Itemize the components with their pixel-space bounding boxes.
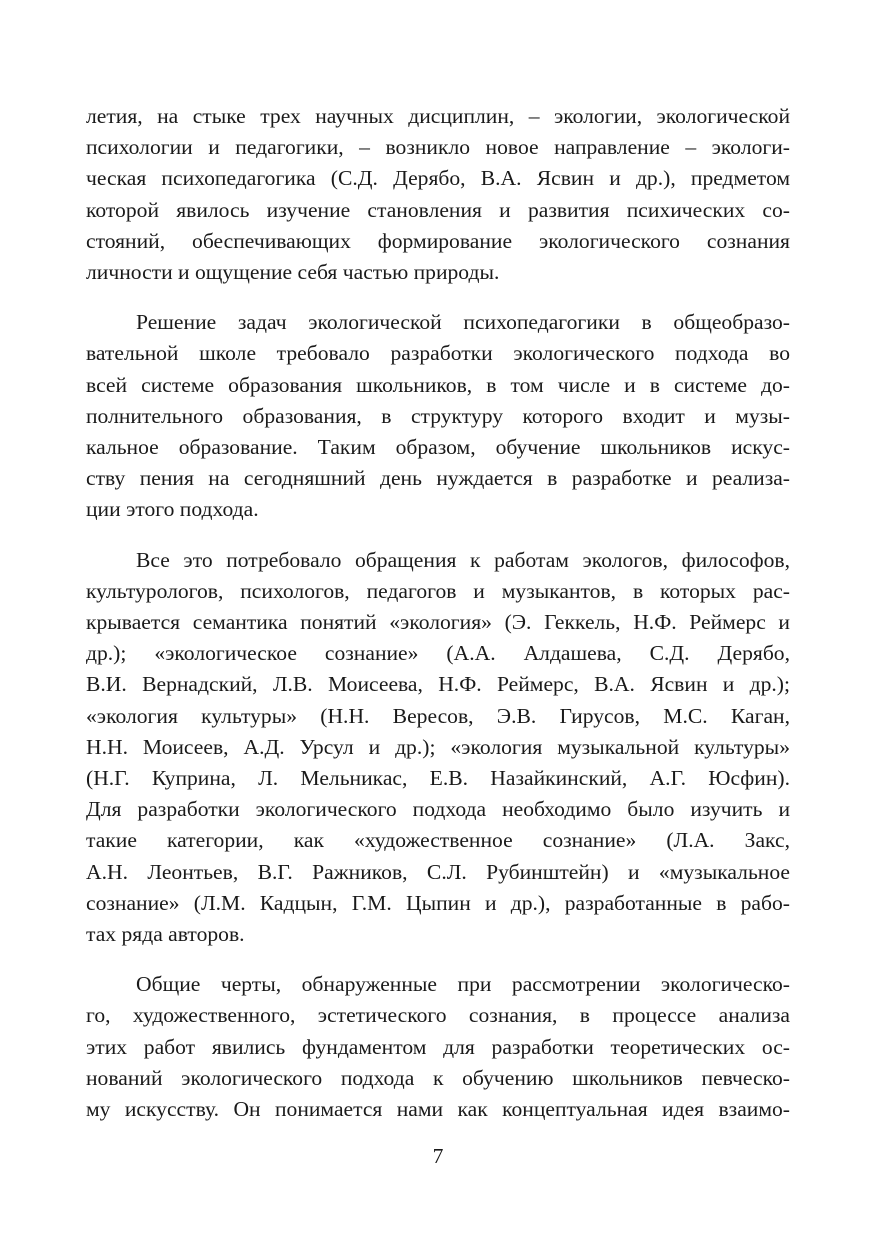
text-line: др.); «экологическое сознание» (А.А. Алдашева, С.Д. Дерябо, [86,641,790,666]
text-line: крывается семантика понятий «экология» (Э. Геккель, Н.Ф. Реймерс и [86,610,790,635]
text-line: вательной школе требовало разработки экологического подхода во [86,341,790,366]
paragraph-1 [86,101,790,288]
paragraph-gap [86,526,790,545]
text-line: Все это потребовало обращения к работам экологов, философов, [136,547,790,572]
text-line: этих работ явились фундаментом для разработки теоретических ос- [86,1034,790,1059]
text-line: му искусству. Он понимается нами как концептуальная идея взаимо- [86,1097,790,1122]
paragraph-3 [86,545,790,951]
text-line: полнительного образования, в структуру которого входит и музы- [86,403,790,428]
text-line: психологии и педагогики, – возникло новое направление – экологи- [86,135,790,160]
text-line: ции этого подхода. [86,497,259,522]
paragraph-gap [86,288,790,307]
page-number: 7 [432,1144,444,1168]
text-line: которой явилось изучение становления и развития психических со- [86,197,790,222]
text-line: (Н.Г. Куприна, Л. Мельникас, Е.В. Назайкинский, А.Г. Юсфин). [86,766,790,791]
text-line: го, художественного, эстетического сознания, в процессе анализа [86,1003,790,1028]
body-text [86,101,790,1125]
text-line: такие категории, как «художественное сознание» (Л.А. Закс, [86,828,790,853]
text-line: ству пения на сегодняшний день нуждается в разработке и реализа- [86,466,790,491]
text-line: кальное образование. Таким образом, обучение школьников искус- [86,435,790,460]
text-line: тах ряда авторов. [86,922,245,947]
text-line: летия, на стыке трех научных дисциплин, – экологии, экологической [86,104,790,128]
text-line: Общие черты, обнаруженные при рассмотрении экологическо- [136,972,790,997]
text-line: личности и ощущение себя частью природы. [86,260,500,285]
paragraph-gap [86,950,790,969]
text-line: А.Н. Леонтьев, В.Г. Ражников, С.Л. Рубинштейн) и «музыкальное [86,859,790,884]
text-line: Н.Н. Моисеев, А.Д. Урсул и др.); «экология музыкальной культуры» [86,734,790,759]
text-line: стояний, обеспечивающих формирование экологического сознания [86,228,790,253]
text-line: нований экологического подхода к обучению школьников певческо- [86,1065,790,1090]
text-line: Решение задач экологической психопедагогики в общеобразо- [136,310,790,335]
paragraph-2 [86,307,790,525]
text-line: «экология культуры» (Н.Н. Вересов, Э.В. Гирусов, М.С. Каган, [86,703,790,728]
text-line: В.И. Вернадский, Л.В. Моисеева, Н.Ф. Реймерс, В.А. Ясвин и др.); [86,672,790,697]
text-line: всей системе образования школьников, в том числе и в системе до- [86,372,790,397]
text-line: ческая психопедагогика (С.Д. Дерябо, В.А. Ясвин и др.), предметом [86,166,790,191]
text-line: культурологов, психологов, педагогов и музыкантов, в которых рас- [86,578,790,603]
paragraph-4 [86,969,790,1125]
text-line: сознание» (Л.М. Кадцын, Г.М. Цыпин и др.), разработанные в рабо- [86,890,790,915]
text-line: Для разработки экологического подхода необходимо было изучить и [86,797,790,822]
